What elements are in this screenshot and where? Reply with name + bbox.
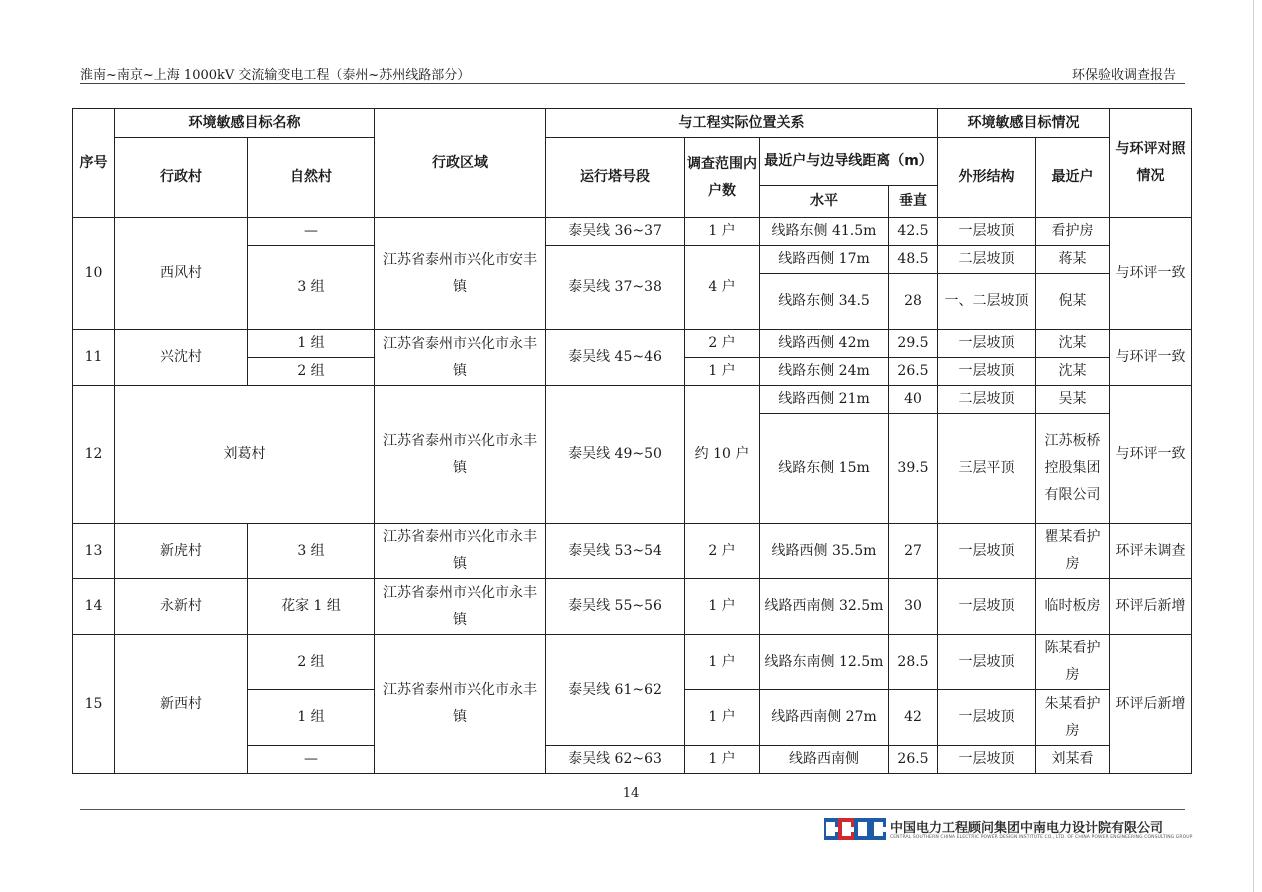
natural-village-cell: 3 组 xyxy=(248,524,375,579)
admin-region-cell: 江苏省泰州市兴化市永丰镇 xyxy=(375,579,546,635)
eia-compare-cell: 与环评一致 xyxy=(1110,218,1192,330)
header-household-count: 调查范围内户数 xyxy=(685,138,760,218)
table-row xyxy=(73,579,1192,635)
eia-compare-cell: 环评未调查 xyxy=(1110,524,1192,579)
horizontal-distance-cell: 线路东侧 15m xyxy=(760,414,889,524)
header-nearest-house: 最近户 xyxy=(1036,138,1110,218)
household-count-cell: 1 户 xyxy=(685,218,760,246)
table-row xyxy=(73,330,1192,358)
horizontal-distance-cell: 线路东侧 34.5 xyxy=(760,274,889,330)
tower-section-cell: 泰吴线 45~46 xyxy=(546,330,685,386)
natural-village-cell: 2 组 xyxy=(248,635,375,690)
seq-cell: 13 xyxy=(73,524,115,579)
tower-section-cell: 泰吴线 37~38 xyxy=(546,246,685,330)
footer-divider xyxy=(80,809,1185,810)
horizontal-distance-cell: 线路西侧 21m xyxy=(760,386,889,414)
structure-cell: 一层坡顶 xyxy=(938,330,1036,358)
nearest-house-cell: 陈某看护房 xyxy=(1036,635,1110,690)
natural-village-cell: 花家 1 组 xyxy=(248,579,375,635)
header-vertical: 垂直 xyxy=(889,186,938,218)
natural-village-cell: 1 组 xyxy=(248,330,375,358)
vertical-distance-cell: 42 xyxy=(889,690,938,746)
vertical-distance-cell: 39.5 xyxy=(889,414,938,524)
tower-section-cell: 泰吴线 36~37 xyxy=(546,218,685,246)
nearest-house-cell: 瞿某看护房 xyxy=(1036,524,1110,579)
structure-cell: 一层坡顶 xyxy=(938,635,1036,690)
household-count-cell: 1 户 xyxy=(685,690,760,746)
eia-compare-cell: 与环评一致 xyxy=(1110,386,1192,524)
natural-village-cell: 2 组 xyxy=(248,358,375,386)
household-count-cell: 1 户 xyxy=(685,746,760,774)
vertical-distance-cell: 26.5 xyxy=(889,358,938,386)
tower-section-cell: 泰吴线 53~54 xyxy=(546,524,685,579)
natural-village-cell: — xyxy=(248,746,375,774)
structure-cell: 二层坡顶 xyxy=(938,246,1036,274)
company-logo xyxy=(824,815,1193,843)
nearest-house-cell: 临时板房 xyxy=(1036,579,1110,635)
nearest-house-cell: 倪某 xyxy=(1036,274,1110,330)
nearest-house-cell: 江苏板桥控股集团有限公司 xyxy=(1036,414,1110,524)
table-row xyxy=(73,218,1192,246)
page-edge xyxy=(1253,0,1254,892)
nearest-house-cell: 沈某 xyxy=(1036,358,1110,386)
seq-cell: 10 xyxy=(73,218,115,330)
vertical-distance-cell: 29.5 xyxy=(889,330,938,358)
structure-cell: 一层坡顶 xyxy=(938,524,1036,579)
structure-cell: 一层坡顶 xyxy=(938,218,1036,246)
village-cell: 刘葛村 xyxy=(115,386,375,524)
header-position-relation: 与工程实际位置关系 xyxy=(546,109,938,138)
table-row xyxy=(73,635,1192,690)
header-target-name: 环境敏感目标名称 xyxy=(115,109,375,138)
structure-cell: 一层坡顶 xyxy=(938,746,1036,774)
report-type-header: 环保验收调查报告 xyxy=(1071,68,1176,83)
horizontal-distance-cell: 线路西南侧 xyxy=(760,746,889,774)
nearest-house-cell: 看护房 xyxy=(1036,218,1110,246)
company-name-english: CENTRAL SOUTHERN CHINA ELECTRIC POWER DESIGN INSTITUTE CO., LTD. OF CHINA POWER ENGINEERING CONSULTING GROUP xyxy=(890,835,1193,840)
nearest-house-cell: 吴某 xyxy=(1036,386,1110,414)
admin-region-cell: 江苏省泰州市兴化市永丰镇 xyxy=(375,524,546,579)
table-row xyxy=(73,524,1192,579)
eia-compare-cell: 环评后新增 xyxy=(1110,635,1192,774)
household-count-cell: 2 户 xyxy=(685,524,760,579)
header-horizontal: 水平 xyxy=(760,186,889,218)
admin-region-cell: 江苏省泰州市兴化市永丰镇 xyxy=(375,635,546,774)
header-admin-region: 行政区域 xyxy=(375,109,546,218)
nearest-house-cell: 蒋某 xyxy=(1036,246,1110,274)
vertical-distance-cell: 30 xyxy=(889,579,938,635)
structure-cell: 一层坡顶 xyxy=(938,579,1036,635)
vertical-distance-cell: 28.5 xyxy=(889,635,938,690)
household-count-cell: 1 户 xyxy=(685,579,760,635)
structure-cell: 三层平顶 xyxy=(938,414,1036,524)
household-count-cell: 约 10 户 xyxy=(685,386,760,524)
tower-section-cell: 泰吴线 61~62 xyxy=(546,635,685,746)
structure-cell: 二层坡顶 xyxy=(938,386,1036,414)
header-seq: 序号 xyxy=(73,109,115,218)
vertical-distance-cell: 28 xyxy=(889,274,938,330)
horizontal-distance-cell: 线路东侧 24m xyxy=(760,358,889,386)
admin-village-cell: 永新村 xyxy=(115,579,248,635)
seq-cell: 14 xyxy=(73,579,115,635)
seq-cell: 11 xyxy=(73,330,115,386)
household-count-cell: 4 户 xyxy=(685,246,760,330)
horizontal-distance-cell: 线路东侧 41.5m xyxy=(760,218,889,246)
csepdi-logo-mark-icon xyxy=(824,817,886,841)
header-eia-compare: 与环评对照情况 xyxy=(1110,109,1192,218)
header-divider xyxy=(80,83,1185,84)
header-structure: 外形结构 xyxy=(938,138,1036,218)
vertical-distance-cell: 48.5 xyxy=(889,246,938,274)
household-count-cell: 2 户 xyxy=(685,330,760,358)
page-number: 14 xyxy=(622,786,640,801)
vertical-distance-cell: 40 xyxy=(889,386,938,414)
tower-section-cell: 泰吴线 49~50 xyxy=(546,386,685,524)
admin-village-cell: 兴沈村 xyxy=(115,330,248,386)
admin-village-cell: 新西村 xyxy=(115,635,248,774)
admin-village-cell: 新虎村 xyxy=(115,524,248,579)
admin-region-cell: 江苏省泰州市兴化市安丰镇 xyxy=(375,218,546,330)
structure-cell: 一层坡顶 xyxy=(938,690,1036,746)
vertical-distance-cell: 42.5 xyxy=(889,218,938,246)
natural-village-cell: 1 组 xyxy=(248,690,375,746)
vertical-distance-cell: 27 xyxy=(889,524,938,579)
header-target-status: 环境敏感目标情况 xyxy=(938,109,1110,138)
header-admin-village: 行政村 xyxy=(115,138,248,218)
horizontal-distance-cell: 线路西南侧 32.5m xyxy=(760,579,889,635)
tower-section-cell: 泰吴线 62~63 xyxy=(546,746,685,774)
nearest-house-cell: 朱某看护房 xyxy=(1036,690,1110,746)
header-nearest-distance: 最近户与边导线距离（m） xyxy=(760,138,938,186)
structure-cell: 一、二层坡顶 xyxy=(938,274,1036,330)
horizontal-distance-cell: 线路西南侧 27m xyxy=(760,690,889,746)
company-name: 中国电力工程顾问集团中南电力设计院有限公司 xyxy=(890,821,1164,836)
eia-compare-cell: 环评后新增 xyxy=(1110,579,1192,635)
nearest-house-cell: 刘某看 xyxy=(1036,746,1110,774)
household-count-cell: 1 户 xyxy=(685,635,760,690)
seq-cell: 15 xyxy=(73,635,115,774)
horizontal-distance-cell: 线路西侧 35.5m xyxy=(760,524,889,579)
horizontal-distance-cell: 线路西侧 17m xyxy=(760,246,889,274)
header-tower-section: 运行塔号段 xyxy=(546,138,685,218)
sensitive-targets-table xyxy=(72,108,1192,774)
vertical-distance-cell: 26.5 xyxy=(889,746,938,774)
seq-cell: 12 xyxy=(73,386,115,524)
horizontal-distance-cell: 线路东南侧 12.5m xyxy=(760,635,889,690)
document-title-header: 淮南~南京~上海 1000kV 交流输变电工程（泰州~苏州线路部分） xyxy=(80,68,471,83)
household-count-cell: 1 户 xyxy=(685,358,760,386)
table-row xyxy=(73,386,1192,414)
tower-section-cell: 泰吴线 55~56 xyxy=(546,579,685,635)
admin-region-cell: 江苏省泰州市兴化市永丰镇 xyxy=(375,330,546,386)
horizontal-distance-cell: 线路西侧 42m xyxy=(760,330,889,358)
nearest-house-cell: 沈某 xyxy=(1036,330,1110,358)
structure-cell: 一层坡顶 xyxy=(938,358,1036,386)
admin-village-cell: 西风村 xyxy=(115,218,248,330)
header-natural-village: 自然村 xyxy=(248,138,375,218)
eia-compare-cell: 与环评一致 xyxy=(1110,330,1192,386)
admin-region-cell: 江苏省泰州市兴化市永丰镇 xyxy=(375,386,546,524)
natural-village-cell: 3 组 xyxy=(248,246,375,330)
natural-village-cell: — xyxy=(248,218,375,246)
